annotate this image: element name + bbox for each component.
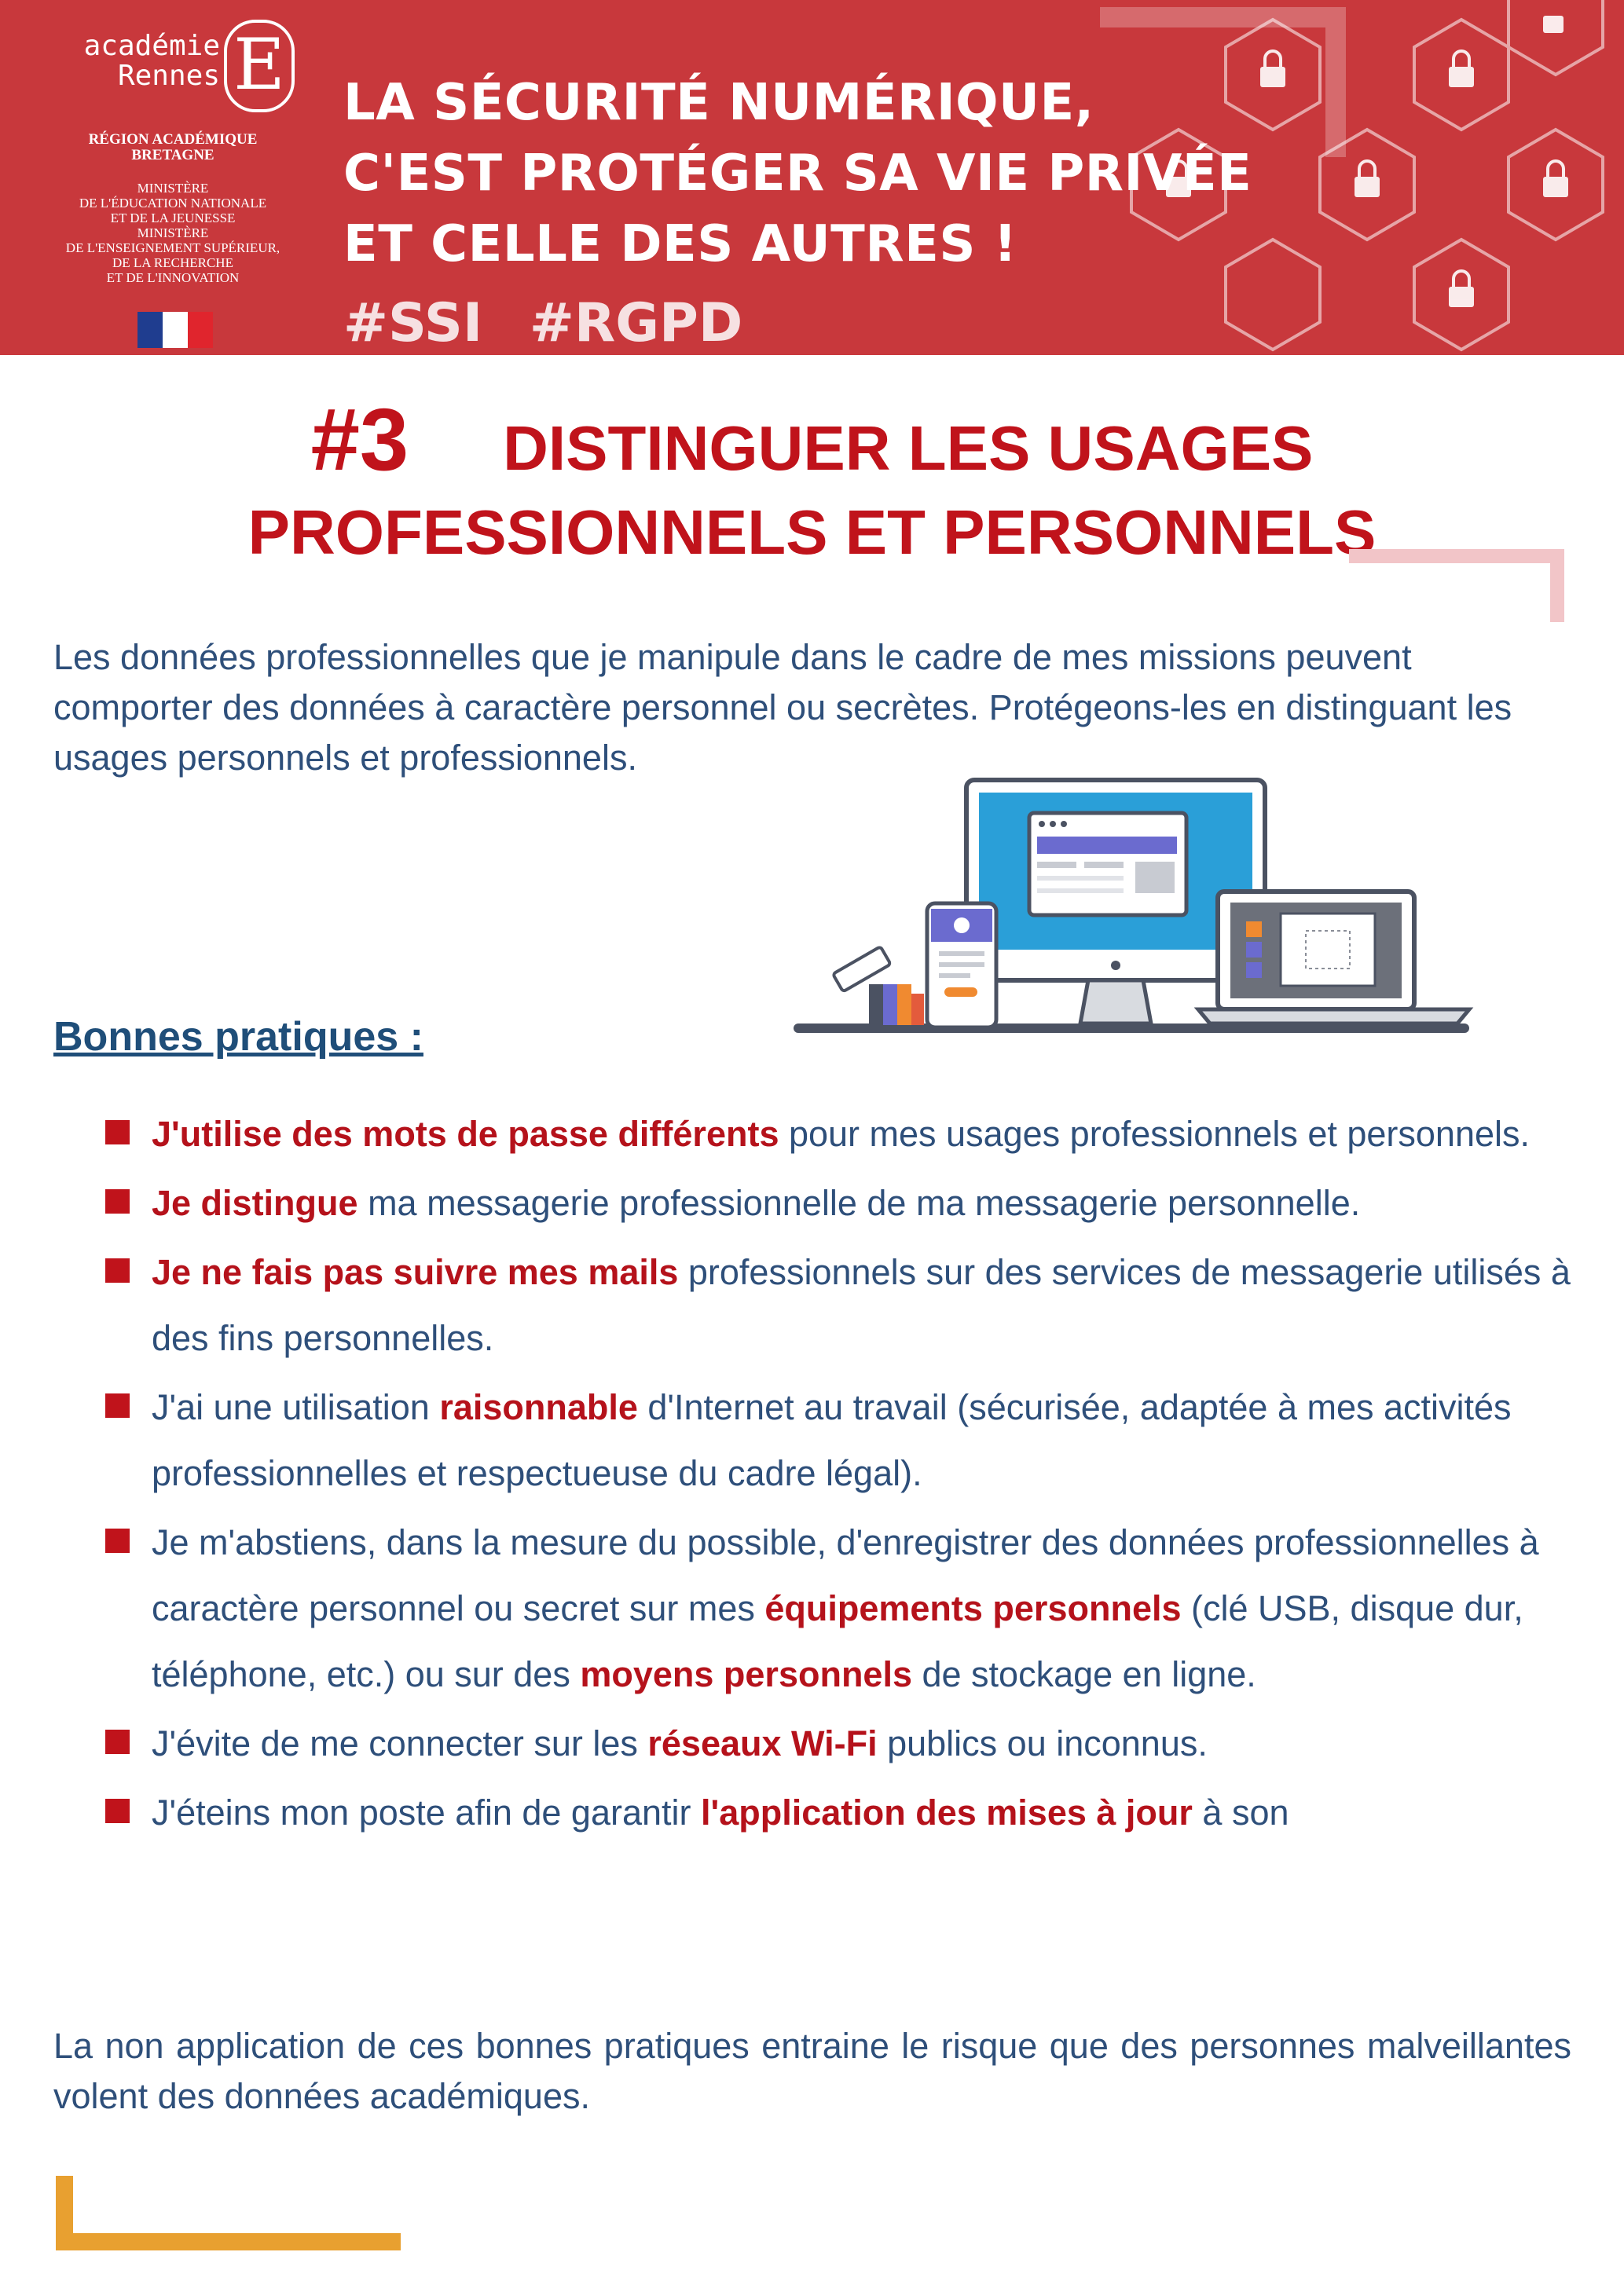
list-item: J'évite de me connecter sur les réseaux Wi-Fi publics ou inconnus. <box>102 1711 1579 1777</box>
square-bullet-icon <box>105 1258 130 1283</box>
good-practices-list <box>102 1101 1579 1849</box>
square-bullet-icon <box>105 1730 130 1754</box>
academie-logo-text: académie Rennes <box>83 30 220 92</box>
devices-illustration <box>794 774 1477 1041</box>
square-bullet-icon <box>105 1529 130 1553</box>
ministere-label: MINISTÈRE DE L'ÉDUCATION NATIONALE ET DE LA JEUNESSE MINISTÈRE DE L'ENSEIGNEMENT SUPÉRIEUR, DE LA RECHERCHE ET DE L'INNOVATION <box>65 181 280 285</box>
list-item: J'éteins mon poste afin de garantir l'application des mises à jour à son <box>102 1780 1579 1846</box>
page-title <box>0 390 1624 573</box>
list-item: Je ne fais pas suivre mes mails professionnels sur des services de messagerie utilisés à des fins personnelles. <box>102 1240 1579 1371</box>
hashtag: #SSI <box>343 292 483 354</box>
title-line-1: DISTINGUER LES USAGES <box>503 413 1314 483</box>
hashtag: #RGPD <box>529 292 743 354</box>
academie-logo-mark: E <box>224 20 295 112</box>
square-bullet-icon <box>105 1189 130 1214</box>
decorative-bracket-orange <box>55 2176 401 2251</box>
title-line-2: PROFESSIONNELS ET PERSONNELS <box>247 497 1377 567</box>
intro-paragraph: Les données professionnelles que je manipule dans le cadre de mes missions peuvent comporter des données à caractère personnel ou secrètes. Protégeons-les en distinguant les usages personnels et professionnels. <box>53 637 1512 778</box>
republique-francaise-flag <box>137 312 213 348</box>
square-bullet-icon <box>105 1120 130 1144</box>
section-number: #3 <box>310 390 409 489</box>
section-title: Bonnes pratiques : <box>53 1014 423 1060</box>
list-item: J'ai une utilisation raisonnable d'Internet au travail (sécurisée, adaptée à mes activités professionnelles et respectueuse du cadre légal). <box>102 1375 1579 1507</box>
list-item: Je distingue ma messagerie professionnelle de ma messagerie personnelle. <box>102 1170 1579 1236</box>
banner-hashtags <box>343 292 771 355</box>
square-bullet-icon <box>105 1799 130 1823</box>
region-label: RÉGION ACADÉMIQUE BRETAGNE <box>88 131 258 163</box>
list-item: Je m'abstiens, dans la mesure du possible, d'enregistrer des données professionnelles à caractère personnel ou secret sur mes équipements personnels (clé USB, disque dur, téléphone, etc.) ou sur des moyens personnels de stockage en ligne. <box>102 1510 1579 1708</box>
conclusion-paragraph: La non application de ces bonnes pratiques entraine le risque que des personnes malveillantes volent des données académiques. <box>53 2026 1571 2116</box>
list-item: J'utilise des mots de passe différents pour mes usages professionnels et personnels. <box>102 1101 1579 1167</box>
decorative-bracket <box>1349 548 1569 622</box>
square-bullet-icon <box>105 1393 130 1418</box>
banner-title: LA SÉCURITÉ NUMÉRIQUE, C'EST PROTÉGER SA VIE PRIVÉE ET CELLE DES AUTRES ! <box>343 74 1252 273</box>
header-banner <box>0 0 1624 355</box>
